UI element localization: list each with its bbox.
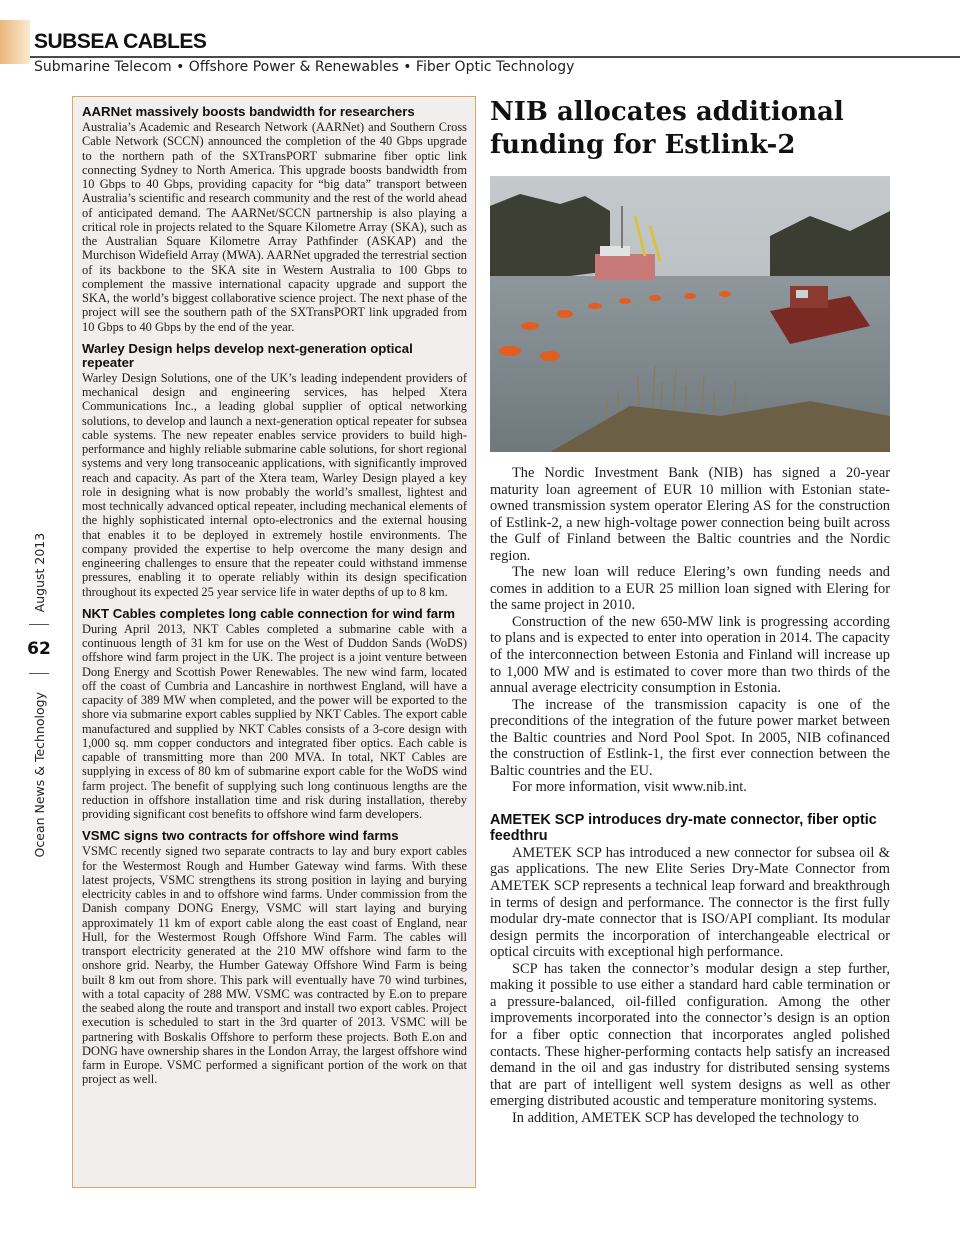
issue-date: August 2013 bbox=[31, 532, 47, 613]
folio-divider bbox=[29, 673, 49, 674]
article-paragraph: The Nordic Investment Bank (NIB) has signed a 20-year maturity loan agreement of EUR 10 million with Estonian state-owned transmission system operator Elering AS for the construction of Estlink-2, a new high-voltage power connection being built across the Gulf of Finland between the Baltic countries and the Nordic region. bbox=[490, 465, 890, 564]
news-brief-body: Warley Design Solutions, one of the UK’s leading independent providers of mechanical design and engineering services, has helped Xtera Communications Inc., a leading global supplier of optical networking solutions, to develop and launch a next-generation optical repeater for subsea cable systems. The new repeater enables service providers to build high-performance and highly reliable submarine cable solutions, for short regional systems and very long transoceanic applications, with significantly improved reach and capacity. As part of the Xtera team, Warley Design played a key role in designing what is now probably the world’s smallest, lightest and most technically advanced optical repeater, including mechanical elements of the highly sophisticated internal opto-electronics and the external housing that enables it to be deployed in extremely hostile environments. The company provided the expertise to help overcome the many design and engineering challenges to ensure that the repeater could withstand immense pressures, enabling it to operate reliably within its design specification throughout its expected 25 year service life in water depths of up to 8 km. bbox=[82, 370, 467, 599]
section-subtitle: Submarine Telecom • Offshore Power & Renewables • Fiber Optic Technology bbox=[34, 59, 575, 75]
article-paragraph: Construction of the new 650-MW link is progressing according to plans and is expected to enter into operation in 2014. The capacity of the interconnection between Estonia and Finland will increase up to 1,000 MW and is estimated to cover more than two thirds of the annual average electricity consumption in Estonia. bbox=[490, 613, 890, 697]
cable-laying-photo bbox=[490, 176, 890, 452]
article-paragraph: The increase of the transmission capacity is one of the preconditions of the integration of the future power market between the Baltic countries and Nord Pool Spot. In 2005, NIB cofinanced the construction of Estlink-1, the first ever connection between the Baltic countries and the EU. bbox=[490, 696, 890, 779]
article-paragraph: In addition, AMETEK SCP has developed the technology to bbox=[512, 1109, 859, 1126]
news-brief-body: During April 2013, NKT Cables completed a submarine cable with a continuous length of 31 km for use on the West of Duddon Sands (WoDS) offshore wind farm project in the UK. The project is a joint venture between Dong Energy and Scottish Power Renewables. The new wind farm, located off the coast of Cumbria and Lancashire in northwest England, will have a capacity of 389 MW when completed, and the power will be exported to the shore via submarine export cables supplied by NKT Cables. The export cable manufactured and supplied by NKT Cables consists of a 3-core design with 1,000 sq. mm copper conductors and integrated fiber optics. Each cable is capable of transmitting more than 200 MVA. In total, NKT Cables are supplying in excess of 80 km of submarine export cable for the WoDS wind farm project. The benefit of supplying such long continuous lengths are the reduction in offshore installation time and risk during installation, thereby providing significant cost benefits to offshore wind farm developers. bbox=[82, 621, 467, 821]
article-paragraph: The new loan will reduce Elering’s own funding needs and comes in addition to a EUR 25 million loan signed with Elering for the same project in 2010. bbox=[490, 564, 890, 614]
section-title: SUBSEA CABLES bbox=[34, 30, 207, 53]
folio-divider bbox=[29, 624, 49, 625]
side-folio bbox=[24, 520, 54, 860]
news-brief bbox=[82, 105, 467, 334]
second-article-headline: AMETEK SCP introduces dry-mate connector, fiber optic feedthru bbox=[490, 811, 877, 845]
main-article-column bbox=[490, 465, 890, 1126]
news-brief-title: AARNet massively boosts bandwidth for researchers bbox=[82, 104, 415, 119]
article-paragraph: For more information, visit www.nib.int. bbox=[512, 779, 747, 796]
news-brief-title: NKT Cables completes long cable connection for wind farm bbox=[82, 605, 455, 621]
news-brief-title: VSMC signs two contracts for offshore wind farms bbox=[82, 828, 399, 844]
section-spacer bbox=[490, 796, 890, 812]
news-brief-body: Australia’s Academic and Research Network (AARNet) and Southern Cross Cable Network (SCCN) announced the completion of the 40 Gbps upgrade to the northern path of the SXTransPORT submarine fiber optic link connecting Sydney to North America. This upgrade boosts bandwidth from 10 Gbps to 40 Gbps, providing capacity for “big data” transport between Australia’s scientific and research community and the rest of the world ahead of anticipated demand. The AARNet/SCCN partnership is also playing a critical role in projects related to the Square Kilometre Array (SKA), such as the Australian Square Kilometre Array Pathfinder (ASKAP) and the Murchison Widefield Array (MWA). AARNet upgraded the terrestrial section of its backbone to the SKA site in Western Australia to 100 Gbps to complement the massive international capacity upgrade and support the SKA, the world’s biggest collaborative science project. The next phase of the project will see the southern path of the SXTransPORT link upgraded from 10 Gbps to 40 Gbps by the end of the year. bbox=[82, 120, 467, 334]
article-paragraph: AMETEK SCP has introduced a new connector for subsea oil & gas applications. The new Elite Series Dry-Mate Connector from AMETEK SCP represents a technical leap forward and breakthrough in terms of design and performance. The connector is the first fully modular dry-mate connector that is ISO/API compliant. Its modular design permits the incorporation of interchangeable electrical or optical circuits with exceptional high performance. bbox=[490, 844, 890, 961]
page-number: 62 bbox=[27, 639, 51, 660]
news-briefs-sidebar bbox=[72, 96, 476, 1188]
publication-name: Ocean News & Technology bbox=[31, 692, 47, 858]
section-color-tab bbox=[0, 20, 30, 64]
news-brief bbox=[82, 829, 467, 1086]
article-paragraph: SCP has taken the connector’s modular design a step further, making it possible to use either a standard hard cable termination or a pressure-balanced, oil-filled configuration. Among the other improvements incorporated into the connector’s design is an option for a fiber optic connection that incorporates angled polished contacts. These higher-performing contacts help satisfy an increased demand in the oil and gas industry for distributed sensing systems that are part of intelligent well system designs as well as other emerging distributed acoustic and temperature monitoring systems. bbox=[490, 960, 890, 1110]
news-brief-title: Warley Design helps develop next-generation optical repeater bbox=[82, 340, 413, 370]
news-brief bbox=[82, 607, 467, 822]
main-headline: NIB allocates additional funding for Estlink-2 bbox=[490, 97, 844, 160]
news-brief bbox=[82, 342, 467, 599]
news-brief-body: VSMC recently signed two separate contracts to lay and bury export cables for the Westermost Rough and Humber Gateway wind farms. With these latest projects, VSMC strengthens its strong position in laying and burying electricity cables in and to offshore wind farms. Under commission from the Danish company DONG Energy, VSMC will start laying and burying approximately 11 km of export cable along the east coast of England, near Hull, for the Westermost Rough Offshore Wind Farm. The cables will transport electricity generated at the 210 MW offshore wind farm to the onshore grid. Nearby, the Humber Gateway Offshore Wind Farm is being built 8 km out from shore. This park will eventually have 70 wind turbines, with a total capacity of 288 MW. VSMC was contracted by E.on to prepare the seabed along the route and transport and install two export cables. Project execution is scheduled to start in the 3rd quarter of 2013. VSMC will be partnering with Boskalis Offshore to perform these projects. Both E.on and DONG have ownership shares in the London Array, the largest offshore wind farm in Europe. VSMC performed a significant portion of the work on that project as well. bbox=[82, 844, 467, 1087]
